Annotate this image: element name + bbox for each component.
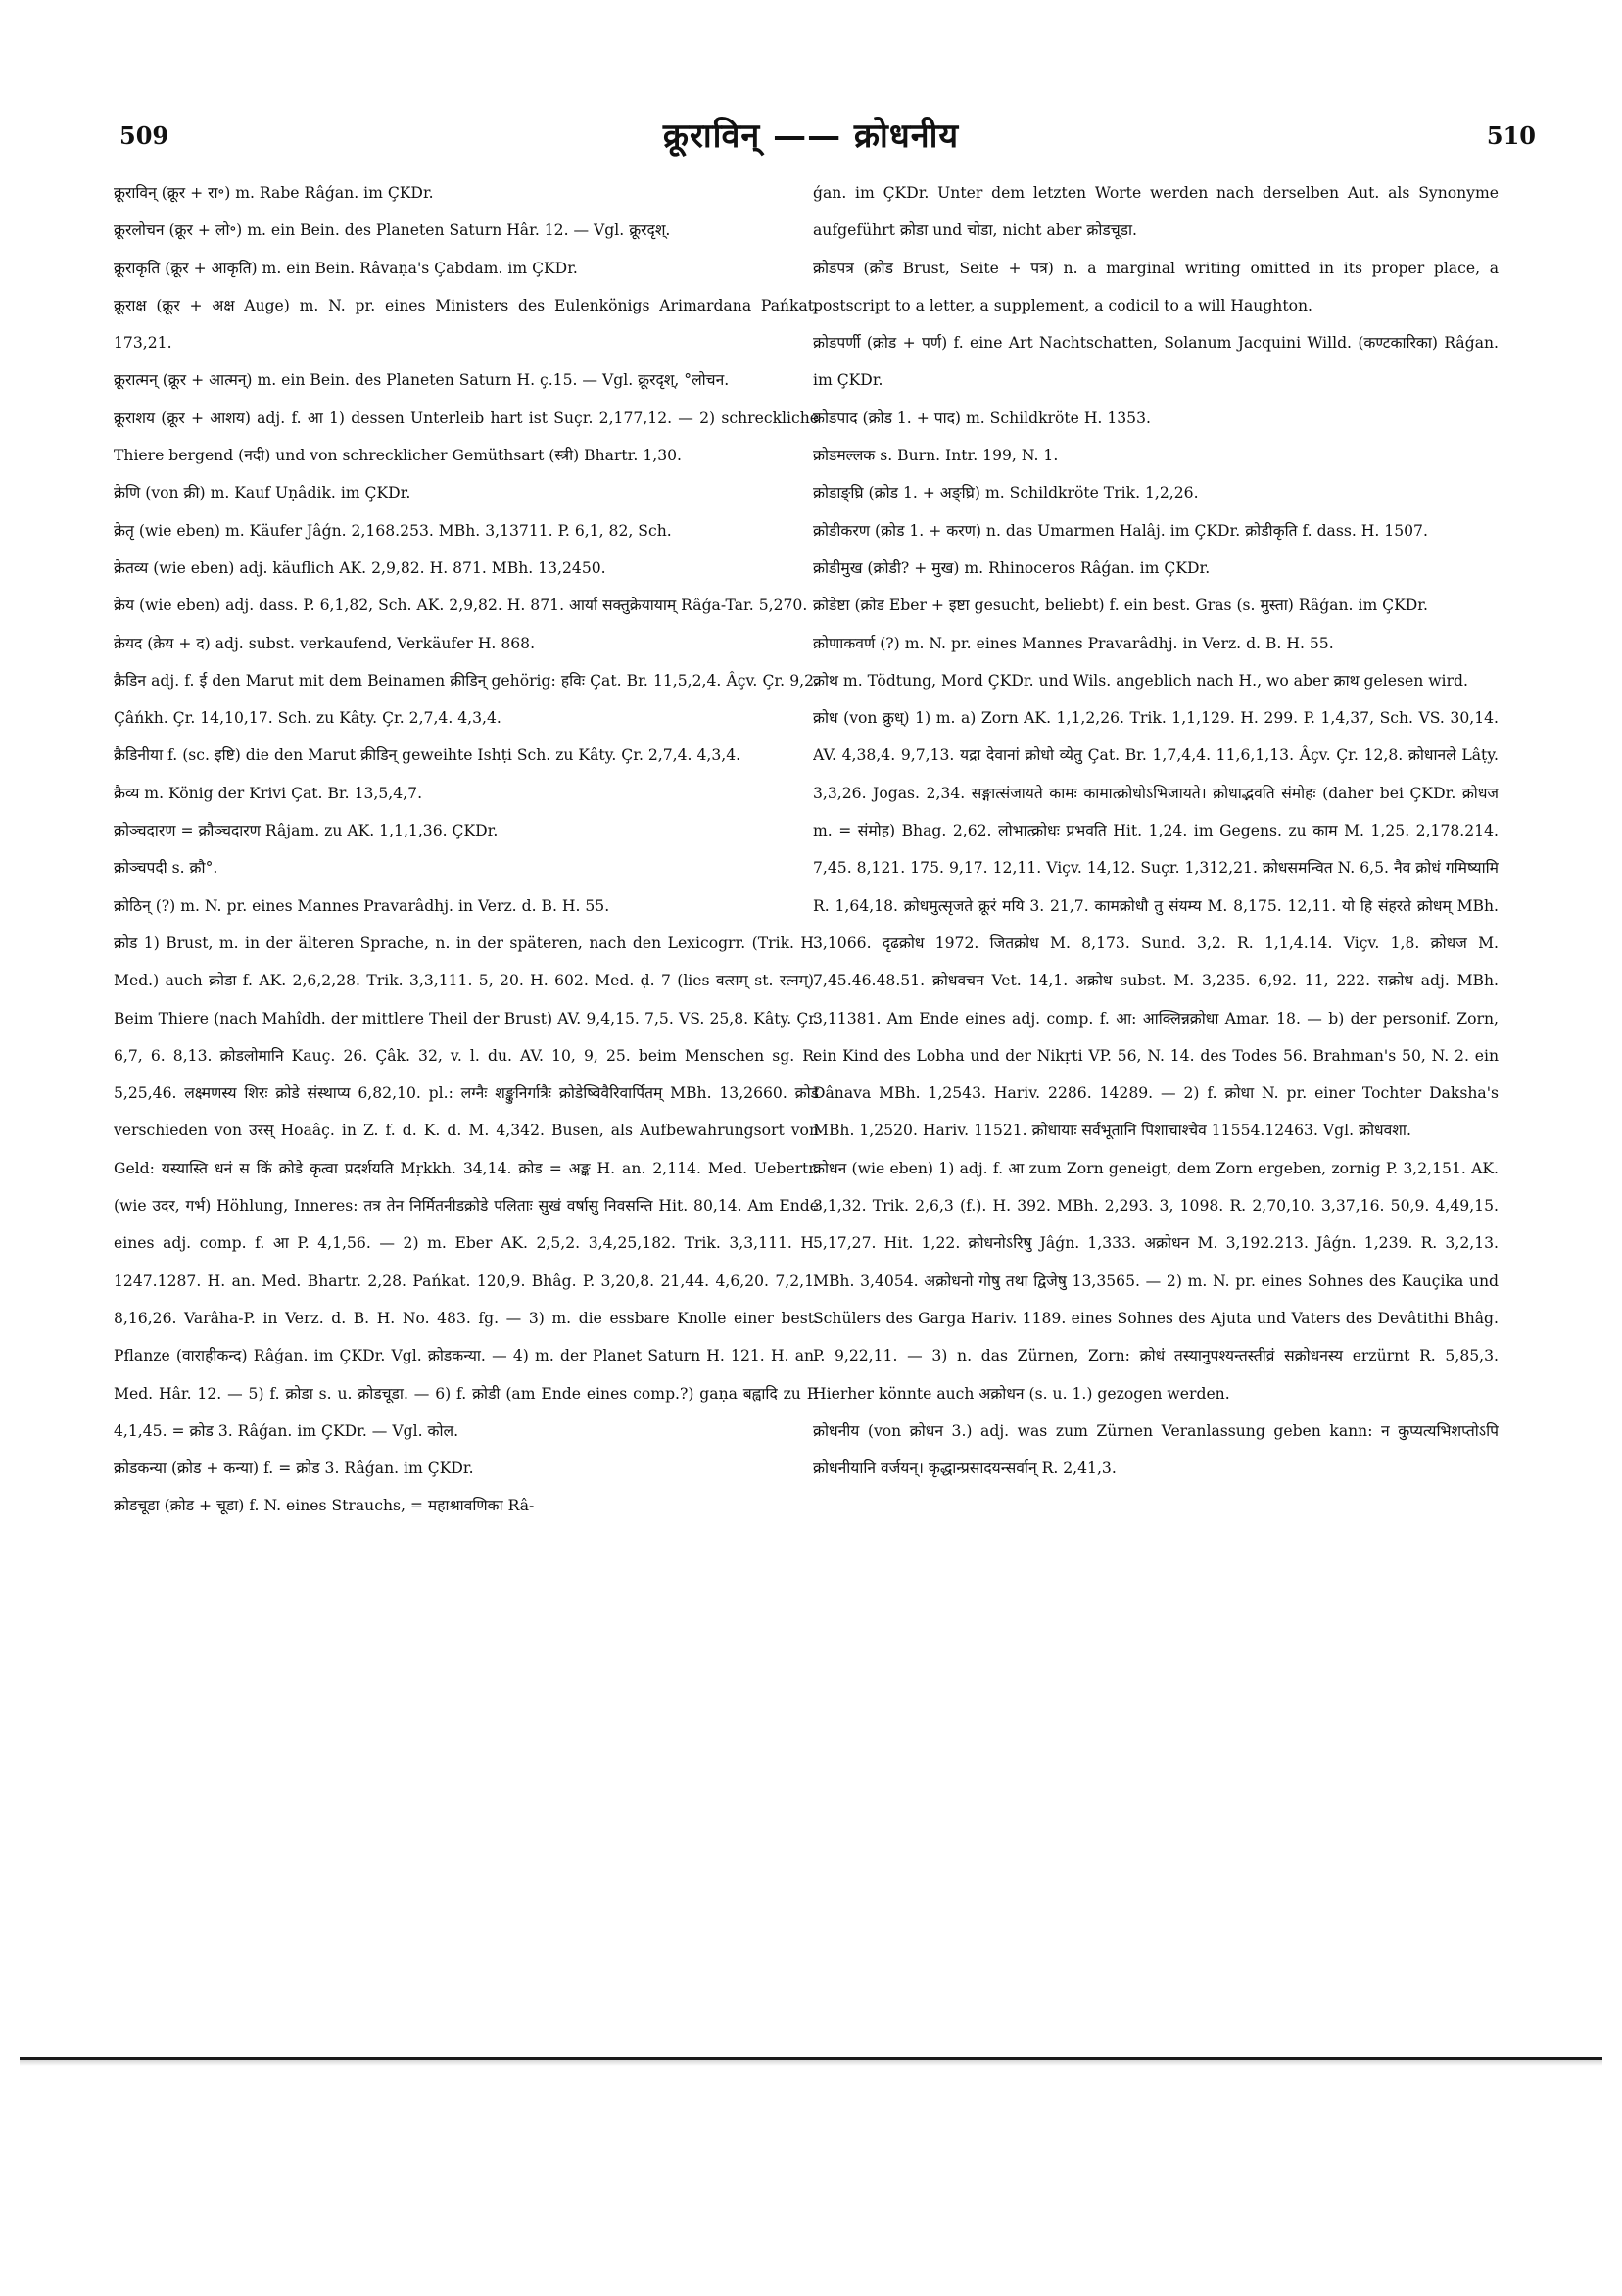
entry: क्रूराशय (क्रूर + आशय) adj. f. आ 1) dessen Unterleib hart ist Suçr. 2,177,12. — 2) schreckliche Thiere bergend (नदी) und von schrecklicher Gemüthsart (स्त्री) Bhartr. 1,30. <box>114 408 819 465</box>
entry: क्रोथ m. Tödtung, Mord ÇKDr. und Wils. angeblich nach H., wo aber क्राथ gelesen wird. <box>813 671 1468 690</box>
entry: क्रोधनीय (von क्रोधन 3.) adj. was zum Zürnen Veranlassung geben kann: न कुप्यत्यभिशप्तोऽपि क्रोधनीयानि वर्जयन्। कृद्धान्प्रसादयन्सर्वान् R. 2,41,3. <box>813 1421 1499 1478</box>
entry: क्रोधन (wie eben) 1) adj. f. आ zum Zorn geneigt, dem Zorn ergeben, zornig P. 3,2,151. AK. 3,1,32. Trik. 2,6,3 (f.). H. 392. MBh. 2,293. 3, 1098. R. 2,70,10. 3,37,16. 50,9. 4,49,15. 5,17,27. Hit. 1,22. क्रोधनोऽरिषु Jâǵn. 1,333. अक्रोधन M. 3,192.213. Jâǵn. 1,239. R. 3,2,13. MBh. 3,4054. अक्रोधनो गोषु तथा द्विजेषु 13,3565. — 2) m. N. pr. eines Sohnes des Kauçika und Schülers des Garga Hariv. 1189. eines Sohnes des Ajuta und Vaters des Devâtithi Bhâg. P. 9,22,11. — 3) n. das Zürnen, Zorn: क्रोधं तस्यानुपश्यन्तस्तीव्रं सक्रोधनस्य erzürnt R. 5,85,3. Hierher könnte auch अक्रोधन (s. u. 1.) gezogen werden. <box>813 1159 1499 1403</box>
entry: क्रोध (von क्रुध्) 1) m. a) Zorn AK. 1,1,2,26. Trik. 1,1,129. H. 299. P. 1,4,37, Sch. VS. 30,14. AV. 4,38,4. 9,7,13. यद्रा देवानां क्रोधो व्येतु Çat. Br. 1,7,4,4. 11,6,1,13. Âçv. Çr. 12,8. क्रोधानले Lâṭy. 3,3,26. Jogas. 2,34. सङ्गात्संजायते कामः कामात्क्रोधोऽभिजायते। क्रोधाद्भवति संमोहः (daher bei ÇKDr. क्रोधज m. = संमोह) Bhag. 2,62. लोभात्क्रोधः प्रभवति Hit. 1,24. im Gegens. zu काम M. 1,25. 2,178.214. 7,45. 8,121. 175. 9,17. 12,11. Viçv. 14,12. Suçr. 1,312,21. क्रोधसमन्वित N. 6,5. नैव क्रोधं गमिष्यामि R. 1,64,18. क्रोधमुत्सृजते क्रूरं मयि 3. 21,7. कामक्रोधौ तु संयम्य M. 8,175. 12,11. यो हि संहरते क्रोधम् MBh. 3,1066. दृढक्रोध 1972. जितक्रोध M. 8,173. Sund. 3,2. R. 1,1,4.14. Viçv. 1,8. क्रोधज M. 7,45.46.48.51. क्रोधवचन Vet. 14,1. अक्रोध subst. M. 3,235. 6,92. 11, 222. सक्रोध adj. MBh. 3,11381. Am Ende eines adj. comp. f. आ: आक्लिन्नक्रोधा Amar. 18. — b) der personif. Zorn, ein Kind des Lobha und der Nikṛti VP. 56, N. 14. des Todes 56. Brahman's 50, N. 2. ein Dânava MBh. 1,2543. Hariv. 2286. 14289. — 2) f. क्रोधा N. pr. einer Tochter Daksha's MBh. 1,2520. Hariv. 11521. क्रोधायाः सर्वभूतानि पिशाचाश्चैव 11554.12463. Vgl. क्रोधवशा. <box>813 709 1499 1140</box>
entry: क्रोञ्चदारण = क्रौञ्चदारण Râjam. zu AK. 1,1,1,36. ÇKDr. <box>114 822 499 840</box>
entry: क्रूराकृति (क्रूर + आकृति) m. ein Bein. Râvaṇa's Çabdam. im ÇKDr. <box>114 259 578 277</box>
right-page-number: 510 <box>1486 121 1536 150</box>
left-page-number: 509 <box>119 121 169 150</box>
entry: क्रोडीमुख (क्रोडी? + मुख) m. Rhinoceros Râǵan. im ÇKDr. <box>813 558 1211 577</box>
entry: क्रोञ्चपदी s. क्रौ°. <box>114 859 218 878</box>
entry: क्रोडेष्टा (क्रोड Eber + इष्टा gesucht, beliebt) f. ein best. Gras (s. मुस्ता) Râǵan. im ÇKDr. <box>813 597 1428 615</box>
entry: क्रोडीकरण (क्रोड 1. + करण) n. das Umarmen Halâj. im ÇKDr. क्रोडीकृति f. dass. H. 1507. <box>813 521 1428 540</box>
entry: ǵan. im ÇKDr. Unter dem letzten Worte werden nach derselben Aut. als Synonyme aufgeführt क्रोडा und चोडा, nicht aber क्रोडचूडा. <box>813 184 1499 240</box>
entry: क्रैडिन adj. f. ई den Marut mit dem Beinamen क्रीडिन् gehörig: हविः Çat. Br. 11,5,2,4. Âçv. Çr. 9,2. Çâńkh. Çr. 14,10,17. Sch. zu Kâty. Çr. 2,7,4. 4,3,4. <box>114 671 819 728</box>
entry: क्रोडचूडा (क्रोड + चूडा) f. N. eines Strauchs, = महाश्रावणिका Râ- <box>114 1497 535 1515</box>
entry: क्रूराविन् (क्रूर + रा॰) m. Rabe Râǵan. im ÇKDr. <box>114 184 434 202</box>
running-head: क्रूराविन् —— क्रोधनीय <box>662 117 960 156</box>
entry: क्रूरलोचन (क्रूर + लो॰) m. ein Bein. des Planeten Saturn Hâr. 12. — Vgl. क्रूरदृश्. <box>114 221 671 240</box>
entry: क्रोडपत्र (क्रोड Brust, Seite + पत्र) n. a marginal writing omitted in its proper place, a postscript to a letter, a supplement, a codicil to a will Haughton. <box>813 259 1499 314</box>
entry: क्रोड 1) Brust, m. in der älteren Sprache, n. in der späteren, nach den Lexicogrr. (Trik. H. Med.) auch क्रोडा f. AK. 2,6,2,28. Trik. 3,3,111. 5, 20. H. 602. Med. ḍ. 7 (lies वत्सम् st. रत्नम्). Beim Thiere (nach Mahîdh. der mittlere Theil der Brust) AV. 9,4,15. 7,5. VS. 25,8. Kâty. Çr. 6,7, 6. 8,13. क्रोडलोमानि Kauç. 26. Çâk. 32, v. l. du. AV. 10, 9, 25. beim Menschen sg. R. 5,25,46. लक्ष्मणस्य शिरः क्रोडे संस्थाप्य 6,82,10. pl.: लग्नैः शङ्कुनिर्गात्रैः क्रोडेष्विवैरिवार्पितम् MBh. 13,2660. क्रोड verschieden von उरस् Hoaâç. in Z. f. d. K. d. M. 4,342. Busen, als Aufbewahrungsort von Geld: यस्यास्ति धनं स किं क्रोडे कृत्वा प्रदर्शयति Mṛkkh. 34,14. क्रोड = अङ्क H. an. 2,114. Med. Uebertr. (wie उदर, गर्भ) Höhlung, Inneres: तत्र तेन निर्मितनीडक्रोडे पलिताः सुखं वर्षासु निवसन्ति Hit. 80,14. Am Ende eines adj. comp. f. आ P. 4,1,56. — 2) m. Eber AK. 2,5,2. 3,4,25,182. Trik. 3,3,111. H. 1247.1287. H. an. Med. Bhartr. 2,28. Pańkat. 120,9. Bhâg. P. 3,20,8. 21,44. 4,6,20. 7,2,1. 8,16,26. Varâha-P. in Verz. d. B. H. No. 483. fg. — 3) m. die essbare Knolle einer best. Pflanze (वाराहीकन्द) Râǵan. im ÇKDr. Vgl. क्रोडकन्या. — 4) m. der Planet Saturn H. 121. H. an. Med. Hâr. 12. — 5) f. क्रोडा s. u. क्रोडचूडा. — 6) f. क्रोडी (am Ende eines comp.?) gaṇa बह्वादि zu P. 4,1,45. = क्रोड 3. Râǵan. im ÇKDr. — Vgl. कोल. <box>114 933 819 1440</box>
entry: क्रोडपाद (क्रोड 1. + पाद) m. Schildkröte H. 1353. <box>813 408 1151 427</box>
left-column <box>114 174 819 2055</box>
entry: क्रेतृ (wie eben) m. Käufer Jâǵn. 2,168.253. MBh. 3,13711. P. 6,1, 82, Sch. <box>114 521 672 540</box>
entry: क्रोडमल्लक s. Burn. Intr. 199, N. 1. <box>813 447 1059 465</box>
entry: क्रेणि (von क्री) m. Kauf Uṇâdik. im ÇKDr. <box>114 484 411 502</box>
entry: क्रूरात्मन् (क्रूर + आत्मन्) m. ein Bein. des Planeten Saturn H. ç.15. — Vgl. क्रूरदृश्, °लोचन. <box>114 371 730 390</box>
entry: क्रोडकन्या (क्रोड + कन्या) f. = क्रोड 3. Râǵan. im ÇKDr. <box>114 1459 474 1478</box>
entry: क्रेतव्य (wie eben) adj. käuflich AK. 2,9,82. H. 871. MBh. 13,2450. <box>114 558 606 577</box>
entry: क्रैव्य m. König der Krivi Çat. Br. 13,5,4,7. <box>114 784 423 802</box>
entry: क्रेयद (क्रेय + द) adj. subst. verkaufend, Verkäufer H. 868. <box>114 634 536 652</box>
entry: क्रेय (wie eben) adj. dass. P. 6,1,82, Sch. AK. 2,9,82. H. 871. आर्या सक्तुक्रेयायाम् Râǵa-Tar. 5,270. <box>114 597 808 615</box>
entry: क्रूराक्ष (क्रूर + अक्ष Auge) m. N. pr. eines Ministers des Eulenkönigs Arimardana Pańkat. 173,21. <box>114 296 819 353</box>
entry: क्रोठिन् (?) m. N. pr. eines Mannes Pravarâdhj. in Verz. d. B. H. 55. <box>114 896 610 915</box>
entry: क्रोणाकवर्ण (?) m. N. pr. eines Mannes Pravarâdhj. in Verz. d. B. H. 55. <box>813 634 1334 652</box>
entry: क्रोडाङ्घ्रि (क्रोड 1. + अङ्घ्रि) m. Schildkröte Trik. 1,2,26. <box>813 484 1199 502</box>
entry: क्रोडपर्णी (क्रोड + पर्ण) f. eine Art Nachtschatten, Solanum Jacquini Willd. (कण्टकारिका) Râǵan. im ÇKDr. <box>813 334 1499 390</box>
right-column <box>813 174 1499 2055</box>
footer-rule-shadow <box>20 2060 1602 2066</box>
entry: क्रैडिनीया f. (sc. इष्टि) die den Marut क्रीडिन् geweihte Ishṭi Sch. zu Kâty. Çr. 2,7,4. 4,3,4. <box>114 746 741 765</box>
